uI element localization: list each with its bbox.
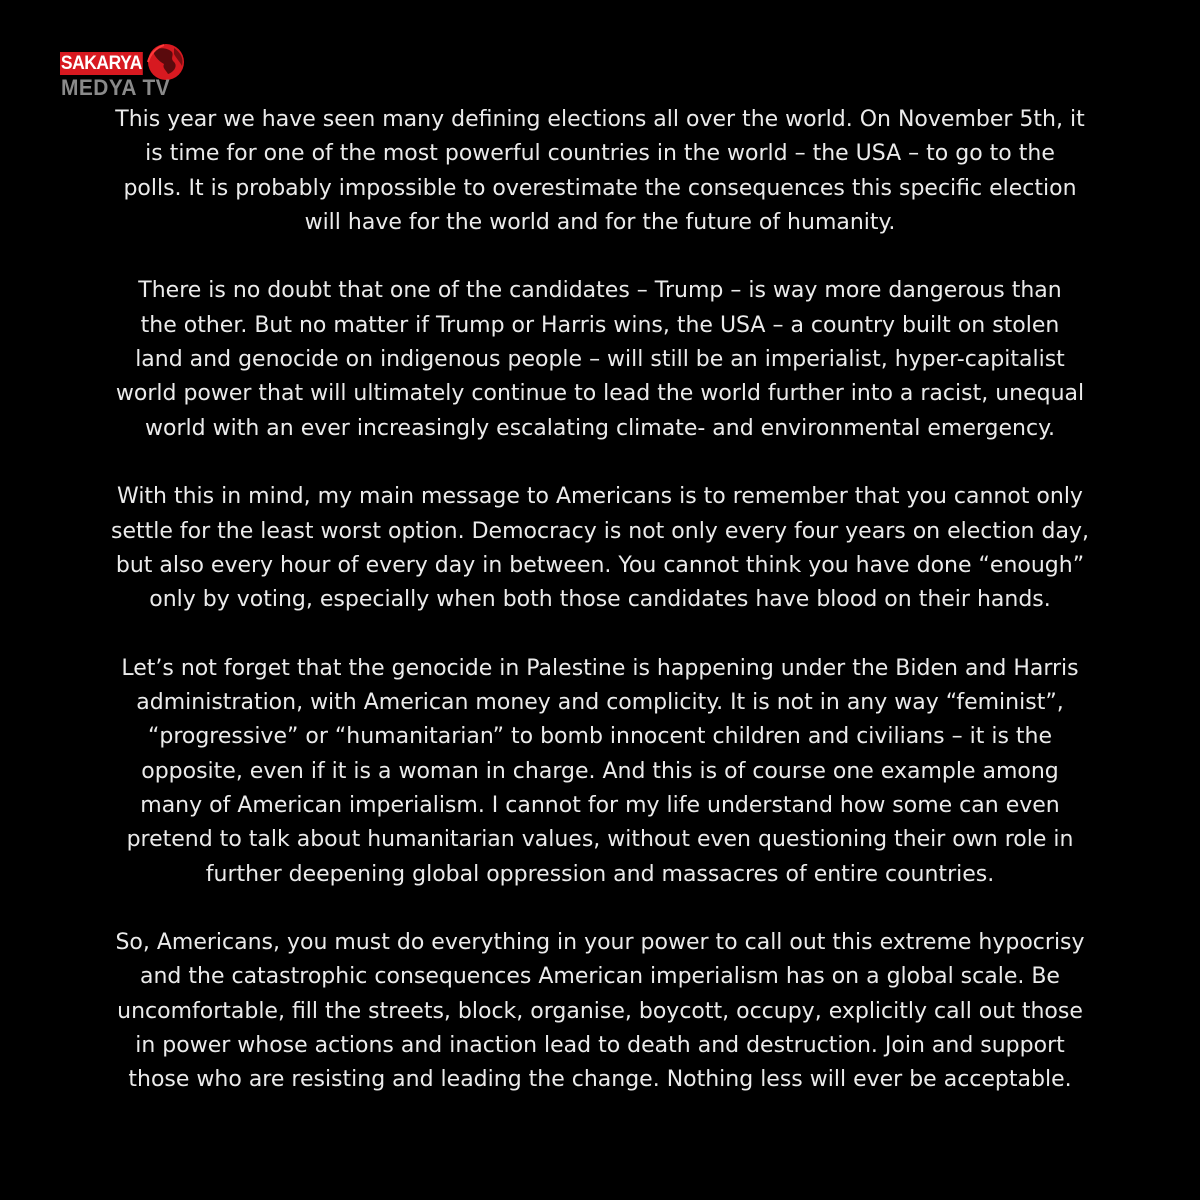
text-line: but also every hour of every day in between. You cannot think you have done “enough” (115, 552, 1085, 578)
text-line: world power that will ultimately continue to lead the world further into a racist, unequal (115, 381, 1085, 407)
text-line: the other. But no matter if Trump or Harris wins, the USA – a country built on stolen (140, 312, 1060, 338)
text-line: further deepening global oppression and massacres of entire countries. (205, 861, 995, 887)
text-line: There is no doubt that one of the candidates – Trump – is way more dangerous than (138, 278, 1062, 304)
text-line: land and genocide on indigenous people – will still be an imperialist, hyper-capitalist (135, 347, 1065, 373)
text-line: in power whose actions and inaction lead to death and destruction. Join and support (135, 1033, 1065, 1059)
logo-primary-text: SAKARYA (60, 53, 142, 74)
text-line: will have for the world and for the future of humanity. (304, 209, 896, 235)
text-line: polls. It is probably impossible to overestimate the consequences this specific election (123, 175, 1077, 201)
text-line: This year we have seen many defining elections all over the world. On November 5th, it (115, 107, 1085, 132)
text-line: only by voting, especially when both those candidates have blood on their hands. (149, 587, 1051, 613)
text-line: So, Americans, you must do everything in your power to call out this extreme hypocrisy (115, 930, 1085, 956)
paragraph-5 (40, 926, 1160, 1097)
text-line: settle for the least worst option. Democracy is not only every four years on election day, (111, 518, 1089, 544)
text-line: world with an ever increasingly escalating climate- and environmental emergency. (145, 415, 1055, 441)
text-line: those who are resisting and leading the change. Nothing less will ever be acceptable. (128, 1067, 1072, 1093)
text-line: uncomfortable, fill the streets, block, organise, boycott, occupy, explicitly call out those (117, 998, 1083, 1024)
text-line: With this in mind, my main message to Americans is to remember that you cannot only (117, 484, 1083, 510)
text-line: “progressive” or “humanitarian” to bomb innocent children and civilians – it is the (147, 724, 1053, 750)
paragraph-3 (40, 480, 1160, 617)
text-line: pretend to talk about humanitarian values, without even questioning their own role in (126, 827, 1074, 853)
paragraph-1 (40, 103, 1160, 240)
sakarya-medya-tv-logo (58, 42, 190, 104)
text-line: opposite, even if it is a woman in charge. And this is of course one example among (141, 758, 1059, 784)
logo-secondary-text: MEDYA TV (61, 75, 171, 100)
text-line: and the catastrophic consequences American imperialism has on a global scale. Be (140, 964, 1060, 990)
text-line: administration, with American money and complicity. It is not in any way “feminist”, (136, 690, 1064, 716)
text-line: is time for one of the most powerful countries in the world – the USA – to go to the (145, 141, 1055, 167)
paragraph-2 (40, 274, 1160, 445)
text-line: Let’s not forget that the genocide in Palestine is happening under the Biden and Harris (121, 655, 1079, 681)
text-line: many of American imperialism. I cannot for my life understand how some can even (140, 792, 1060, 818)
paragraph-4 (40, 652, 1160, 892)
statement-text (40, 103, 1160, 1132)
